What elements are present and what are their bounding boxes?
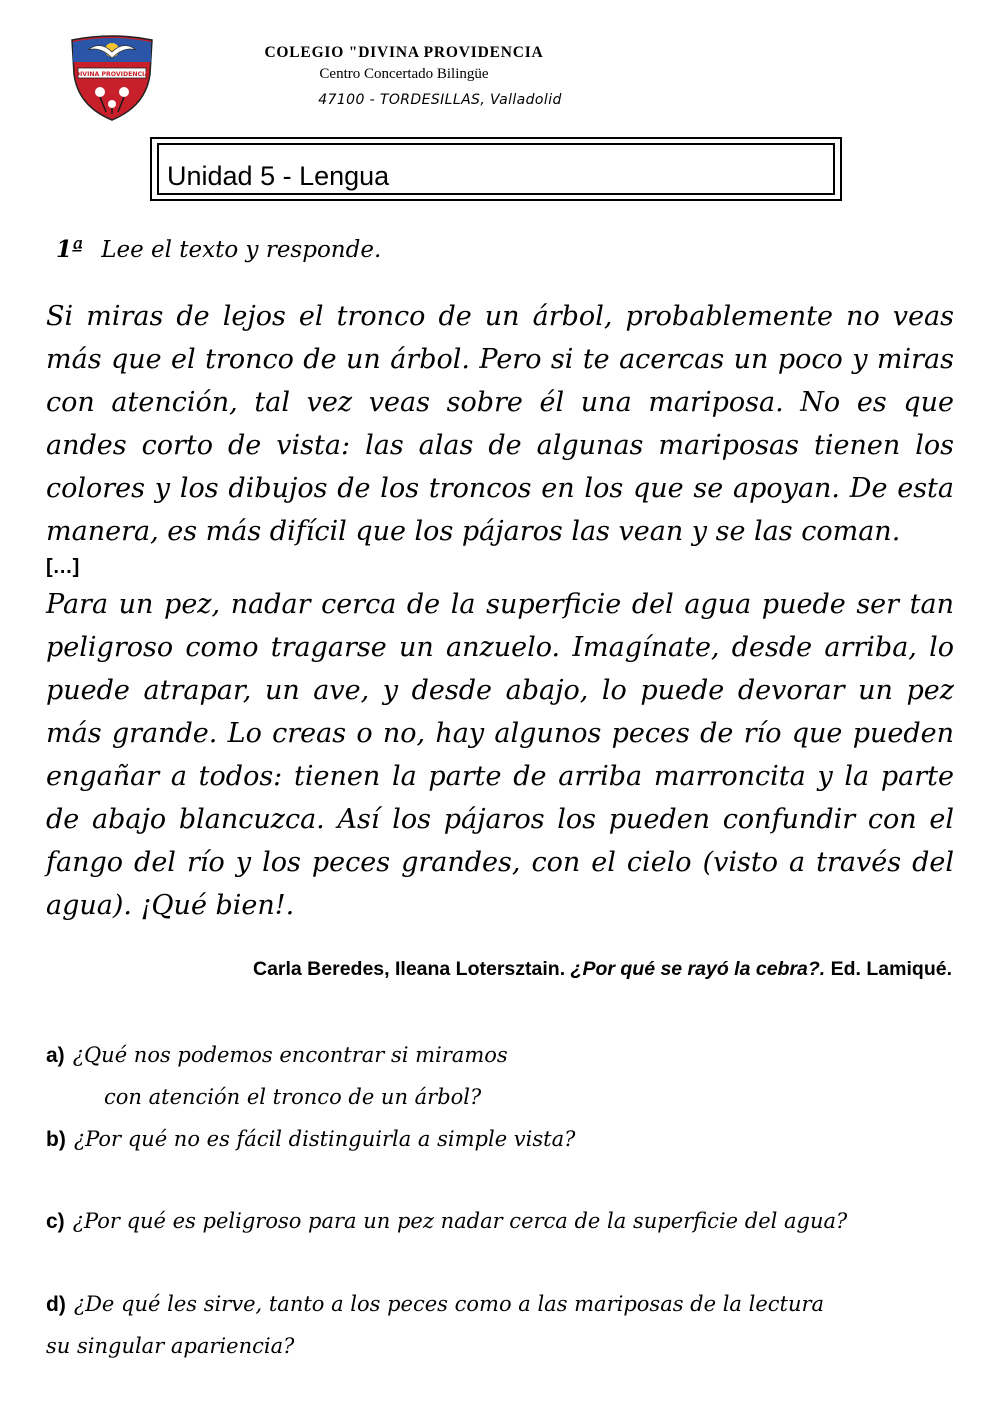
question-c-text: ¿Por qué es peligroso para un pez nadar cerca de la superficie del agua? bbox=[72, 1209, 848, 1233]
question-d bbox=[46, 1283, 824, 1326]
school-name: COLEGIO "DIVINA PROVIDENCIA bbox=[264, 44, 544, 61]
crest-flower bbox=[95, 87, 105, 97]
question-a-label: a) bbox=[46, 1044, 65, 1067]
page-title: Unidad 5 - Lengua bbox=[167, 161, 390, 191]
question-b-label: b) bbox=[46, 1128, 66, 1151]
school-subtitle: Centro Concertado Bilingüe bbox=[319, 66, 489, 82]
reading-paragraph-1: Si miras de lejos el tronco de un árbol, probablemente no veas más que el tronco de un árbol. Pero si te acercas un poco y miras con atención, tal vez veas sobre él una mariposa. No es que andes corto de vista: las alas de algunas mariposas tienen los colores y los dibujos de los troncos en los que se apoyan. De esta manera, es más difícil que los pájaros las vean y se las coman. bbox=[46, 301, 954, 547]
question-a-line2: con atención el tronco de un árbol? bbox=[104, 1085, 482, 1109]
crest-motto: DIVINA PROVIDENCIA bbox=[74, 71, 150, 78]
reading-paragraph-2: Para un pez, nadar cerca de la superficie del agua puede ser tan peligroso como tragarse un anzuelo. Imagínate, desde arriba, lo puede atrapar, un ave, y desde abajo, lo puede devorar un pez más grande. Lo creas o no, hay algunos peces de río que pueden engañar a todos: tienen la parte de arriba marroncita y la parte de abajo blancuzca. Así los pájaros los pueden confundir con el fango del río y los peces grandes, con el cielo (visto a través del agua). ¡Qué bien!. bbox=[46, 589, 954, 921]
question-a bbox=[46, 1034, 508, 1077]
source-citation bbox=[40, 958, 952, 981]
crest-flower bbox=[108, 100, 116, 108]
question-d-line2: su singular apariencia? bbox=[46, 1334, 295, 1358]
text-ellipsis: […] bbox=[46, 556, 80, 578]
question-b bbox=[46, 1118, 575, 1161]
question-d-line1: ¿De qué les sirve, tanto a los peces como a las mariposas de la lectura bbox=[73, 1292, 825, 1316]
exercise-number: 1ª bbox=[56, 236, 84, 263]
school-address: 47100 - TORDESILLAS, Valladolid bbox=[318, 92, 562, 108]
crest-flower bbox=[119, 87, 129, 97]
citation-book: ¿Por qué se rayó la cebra?. bbox=[570, 958, 826, 980]
citation-authors: Carla Beredes, Ileana Lotersztain. bbox=[252, 958, 566, 980]
question-a-line1: ¿Qué nos podemos encontrar si miramos bbox=[72, 1043, 508, 1067]
question-d-label: d) bbox=[46, 1293, 66, 1316]
question-c-label: c) bbox=[46, 1210, 65, 1233]
title-box bbox=[150, 137, 842, 201]
exercise-heading bbox=[56, 236, 381, 263]
school-crest-logo bbox=[66, 34, 158, 122]
question-b-text: ¿Por qué no es fácil distinguirla a simple vista? bbox=[73, 1127, 576, 1151]
exercise-instruction: Lee el texto y responde. bbox=[101, 237, 382, 263]
question-c bbox=[46, 1200, 847, 1243]
title-box-inner-frame bbox=[157, 143, 835, 195]
citation-publisher: Ed. Lamiqué. bbox=[830, 958, 952, 980]
